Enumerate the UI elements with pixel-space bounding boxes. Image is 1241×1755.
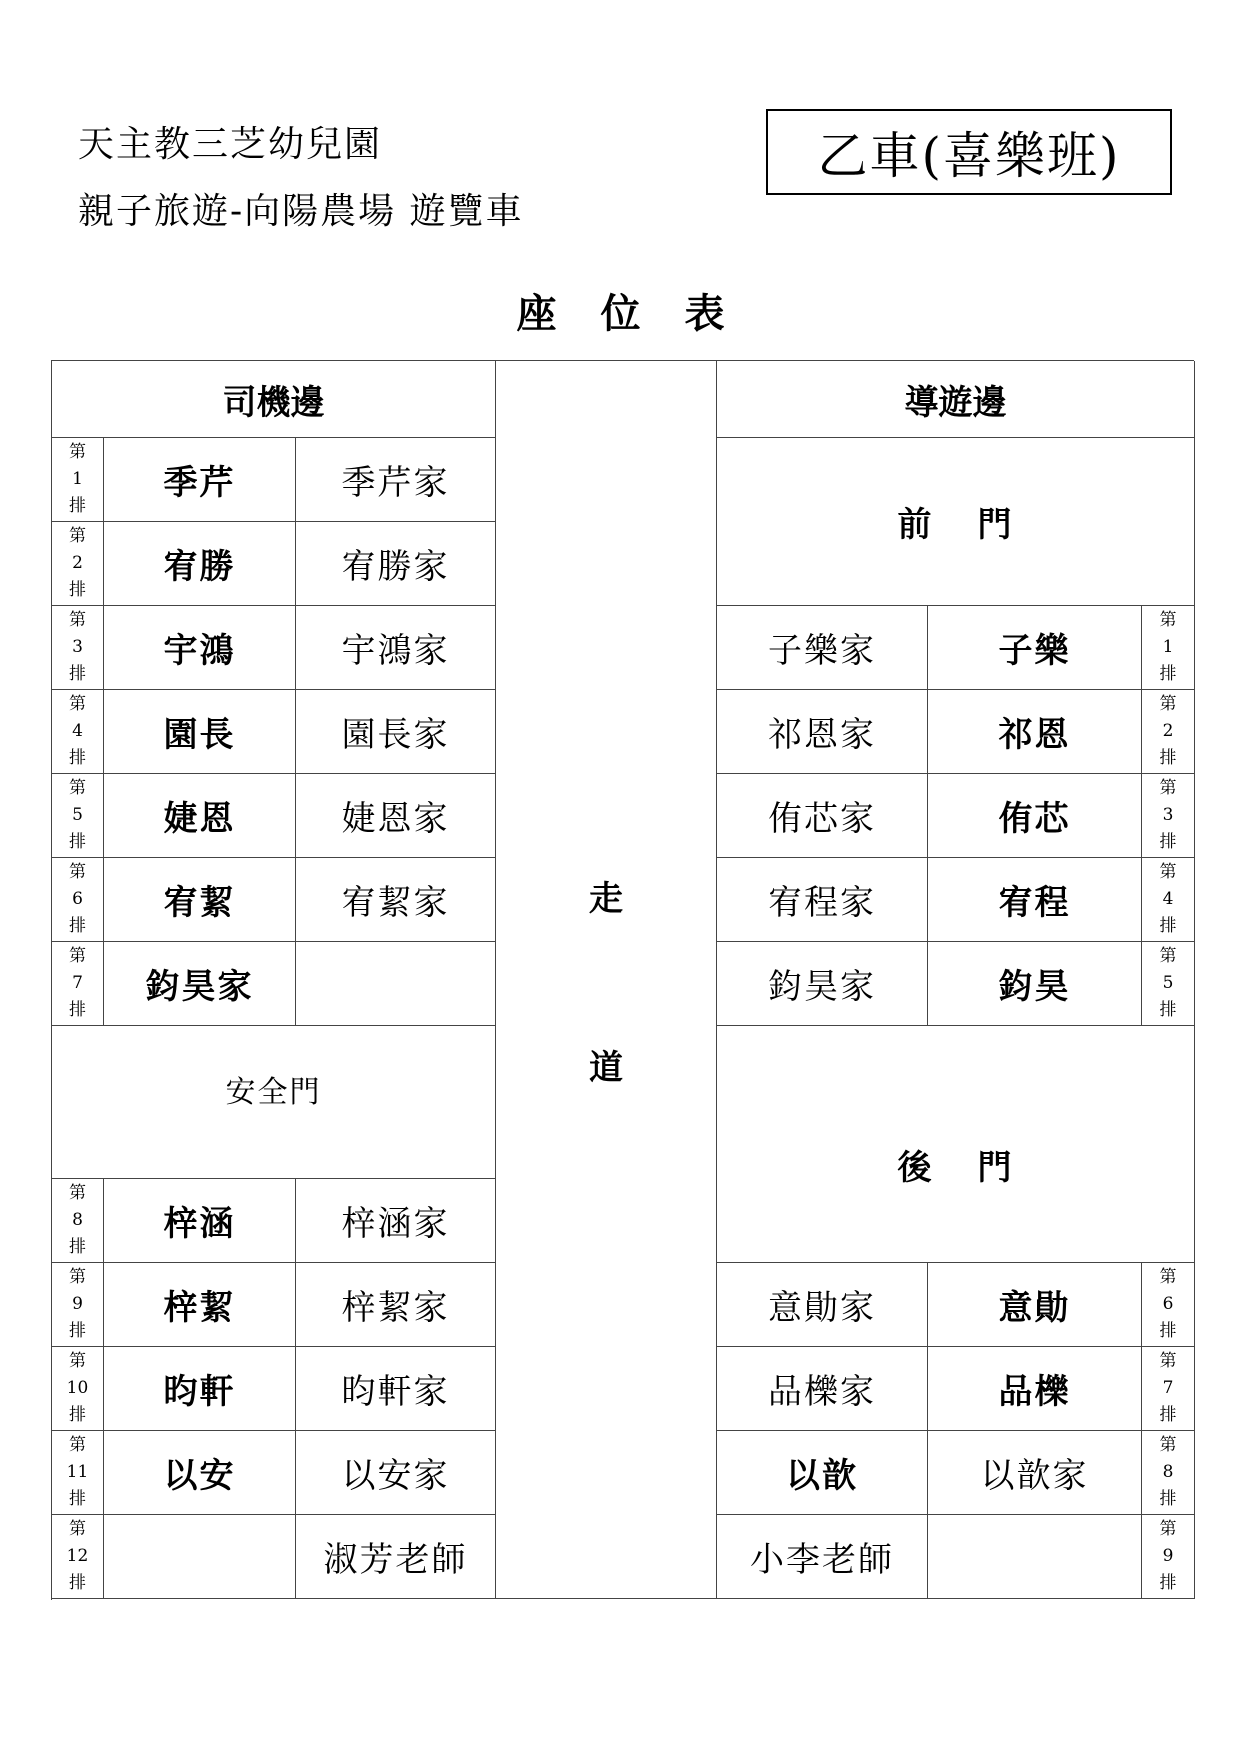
child-seat: 侑芯 (928, 774, 1142, 858)
family-seat: 昀軒家 (296, 1347, 496, 1431)
family-seat: 梓涵家 (296, 1179, 496, 1263)
family-seat: 梓絜家 (296, 1263, 496, 1347)
family-seat: 宥勝家 (296, 522, 496, 606)
row-label: 第 5 排 (52, 774, 104, 858)
child-seat: 宥程 (928, 858, 1142, 942)
child-seat: 季芹 (104, 438, 296, 522)
child-seat: 婕恩 (104, 774, 296, 858)
child-seat: 昀軒 (104, 1347, 296, 1431)
child-seat: 品櫟 (928, 1347, 1142, 1431)
row-label: 第 6 排 (52, 858, 104, 942)
row-label: 第 7 排 (1142, 1347, 1195, 1431)
family-seat: 鈞昊家 (717, 942, 928, 1026)
child-seat: 鈞昊家 (104, 942, 296, 1026)
aisle (496, 361, 717, 1599)
row-label: 第 4 排 (52, 690, 104, 774)
family-seat: 子樂家 (717, 606, 928, 690)
aisle-char: 走 (589, 878, 623, 919)
rear-door: 後 門 (717, 1026, 1195, 1263)
child-seat: 宥勝 (104, 522, 296, 606)
page-title (0, 282, 1241, 339)
family-seat (296, 942, 496, 1026)
child-seat: 宇鴻 (104, 606, 296, 690)
guide-side-header: 導遊邊 (717, 361, 1195, 438)
child-seat: 園長 (104, 690, 296, 774)
child-seat: 梓涵 (104, 1179, 296, 1263)
family-seat: 以安家 (296, 1431, 496, 1515)
row-label: 第 6 排 (1142, 1263, 1195, 1347)
row-label: 第 3 排 (52, 606, 104, 690)
child-seat: 宥絜 (104, 858, 296, 942)
school-name: 天主教三芝幼兒園 (78, 124, 383, 165)
family-seat: 祁恩家 (717, 690, 928, 774)
child-seat: 鈞昊 (928, 942, 1142, 1026)
family-seat: 侑芯家 (717, 774, 928, 858)
child-seat: 梓絜 (104, 1263, 296, 1347)
child-seat: 祁恩 (928, 690, 1142, 774)
child-seat: 以歆 (717, 1431, 928, 1515)
family-seat: 以歆家 (928, 1431, 1142, 1515)
family-seat: 意勛家 (717, 1263, 928, 1347)
teacher-seat: 小李老師 (717, 1515, 928, 1599)
row-label: 第 9 排 (52, 1263, 104, 1347)
row-label: 第 7 排 (52, 942, 104, 1026)
teacher-seat: 淑芳老師 (296, 1515, 496, 1599)
trip-title: 親子旅遊-向陽農場 遊覽車 (78, 191, 524, 232)
row-label: 第 10 排 (52, 1347, 104, 1431)
row-label: 第 12 排 (52, 1515, 104, 1599)
row-label: 第 8 排 (52, 1179, 104, 1263)
child-seat: 意勛 (928, 1263, 1142, 1347)
row-label: 第 5 排 (1142, 942, 1195, 1026)
family-seat: 宇鴻家 (296, 606, 496, 690)
title-char: 座 (516, 290, 557, 337)
bus-label: 乙車(喜樂班) (817, 127, 1121, 185)
family-seat: 園長家 (296, 690, 496, 774)
family-seat: 宥絜家 (296, 858, 496, 942)
bus-label-box (766, 109, 1172, 195)
title-char: 表 (684, 290, 725, 337)
row-label: 第 3 排 (1142, 774, 1195, 858)
driver-side-header: 司機邊 (52, 361, 496, 438)
row-label: 第 4 排 (1142, 858, 1195, 942)
seating-chart (51, 360, 1194, 1600)
row-label: 第 2 排 (1142, 690, 1195, 774)
family-seat: 季芹家 (296, 438, 496, 522)
aisle-char: 道 (589, 1047, 623, 1088)
child-seat: 子樂 (928, 606, 1142, 690)
row-label: 第 11 排 (52, 1431, 104, 1515)
title-char: 位 (600, 290, 641, 337)
row-label: 第 9 排 (1142, 1515, 1195, 1599)
row-label: 第 2 排 (52, 522, 104, 606)
row-label: 第 1 排 (52, 438, 104, 522)
row-label: 第 1 排 (1142, 606, 1195, 690)
safety-door: 安全門 (52, 1026, 496, 1179)
front-door: 前 門 (717, 438, 1195, 606)
family-seat: 婕恩家 (296, 774, 496, 858)
family-seat: 宥程家 (717, 858, 928, 942)
row-label: 第 8 排 (1142, 1431, 1195, 1515)
child-seat (928, 1515, 1142, 1599)
child-seat (104, 1515, 296, 1599)
family-seat: 品櫟家 (717, 1347, 928, 1431)
child-seat: 以安 (104, 1431, 296, 1515)
